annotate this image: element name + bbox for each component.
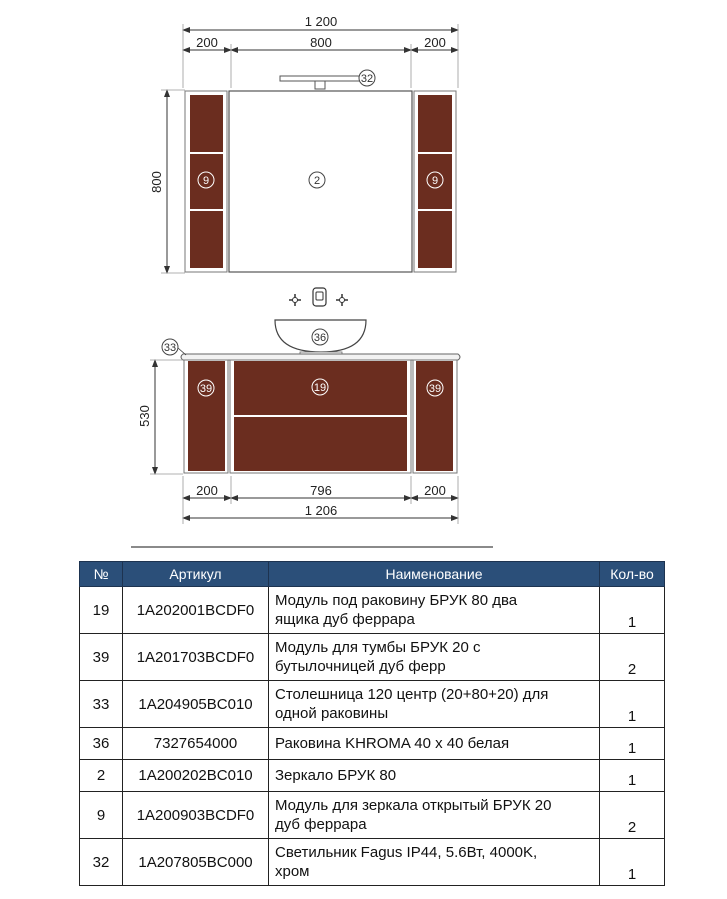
row-article: 1A204905BC010 (123, 681, 269, 728)
row-name-line1: Зеркало БРУК 80 (275, 767, 397, 784)
row-name (269, 728, 600, 760)
vanity-main (230, 360, 411, 473)
row-article: 1A207805BC000 (123, 839, 269, 886)
row-qty: 2 (600, 634, 665, 681)
bottom-total-width: 1 206 (304, 503, 338, 518)
callout-countertop: 33 (163, 342, 177, 354)
row-qty: 2 (600, 792, 665, 839)
row-name (269, 792, 600, 839)
row-num: 36 (80, 728, 123, 760)
row-qty: 1 (600, 681, 665, 728)
bottom-height: 530 (137, 405, 152, 427)
bottom-seg-right: 200 (424, 483, 446, 498)
row-qty: 1 (600, 587, 665, 634)
callout-mirror: 2 (313, 175, 321, 187)
top-height-dimension (149, 90, 185, 273)
row-num: 2 (80, 760, 123, 792)
row-name (269, 760, 600, 792)
row-num: 32 (80, 839, 123, 886)
table-row (80, 681, 665, 728)
callout-vanity-right: 39 (428, 383, 442, 395)
row-name-line2: бутылочницей дуб ферр (275, 658, 446, 675)
callout-lamp: 32 (360, 73, 374, 85)
row-name-line1: Светильник Fagus IP44, 5.6Вт, 4000K, (275, 844, 538, 861)
bottom-seg-left: 200 (196, 483, 218, 498)
callout-side-right: 9 (431, 175, 439, 187)
row-qty: 1 (600, 728, 665, 760)
faucet (289, 288, 348, 306)
row-name (269, 839, 600, 886)
row-name-line2: дуб феррара (275, 816, 367, 833)
callout-vanity: 19 (313, 382, 327, 394)
table-row (80, 760, 665, 792)
row-name (269, 681, 600, 728)
table-row (80, 587, 665, 634)
row-name-line1: Модуль для тумбы БРУК 20 с (275, 639, 481, 656)
vanity-side-left (184, 360, 228, 473)
row-num: 33 (80, 681, 123, 728)
row-name-line1: Столешница 120 центр (20+80+20) для (275, 686, 549, 703)
row-article: 1A201703BCDF0 (123, 634, 269, 681)
table-row (80, 634, 665, 681)
bottom-width-dimension (183, 476, 458, 524)
row-name-line1: Модуль для зеркала открытый БРУК 20 (275, 797, 552, 814)
bottom-seg-center: 796 (310, 483, 332, 498)
mirror (229, 91, 412, 272)
row-name-line2: ящика дуб феррара (275, 611, 415, 628)
bottom-height-dimension (137, 360, 183, 474)
table-header-row (80, 562, 665, 587)
separator-line (131, 546, 493, 548)
row-num: 39 (80, 634, 123, 681)
row-qty: 1 (600, 760, 665, 792)
top-total-width: 1 200 (304, 14, 338, 29)
table-row (80, 728, 665, 760)
spec-table (79, 561, 665, 886)
row-num: 9 (80, 792, 123, 839)
row-name-line2: хром (275, 863, 310, 880)
row-article: 1A200903BCDF0 (123, 792, 269, 839)
row-name (269, 587, 600, 634)
row-article: 1A200202BC010 (123, 760, 269, 792)
top-seg-right: 200 (424, 35, 446, 50)
mirror-side-right (414, 91, 456, 272)
header-qty: Кол-во (600, 562, 665, 587)
row-qty: 1 (600, 839, 665, 886)
top-seg-left: 200 (196, 35, 218, 50)
top-seg-center: 800 (310, 35, 332, 50)
callout-vanity-left: 39 (199, 383, 213, 395)
sink (275, 320, 366, 356)
table-row (80, 839, 665, 886)
callout-side-left: 9 (202, 175, 210, 187)
vanity-side-right (413, 360, 457, 473)
row-article: 7327654000 (123, 728, 269, 760)
lamp (280, 70, 375, 89)
callout-sink: 36 (313, 332, 327, 344)
row-num: 19 (80, 587, 123, 634)
row-name-line1: Модуль под раковину БРУК 80 два (275, 592, 518, 609)
mirror-side-left (185, 91, 227, 272)
header-name: Наименование (269, 562, 600, 587)
row-name-line2: одной раковины (275, 705, 389, 722)
row-article: 1A202001BCDF0 (123, 587, 269, 634)
row-name-line1: Раковина KHROMA 40 x 40 белая (275, 735, 510, 752)
table-row (80, 792, 665, 839)
row-name (269, 634, 600, 681)
header-article: Артикул (123, 562, 269, 587)
header-num: № (80, 562, 123, 587)
top-height: 800 (149, 171, 164, 193)
